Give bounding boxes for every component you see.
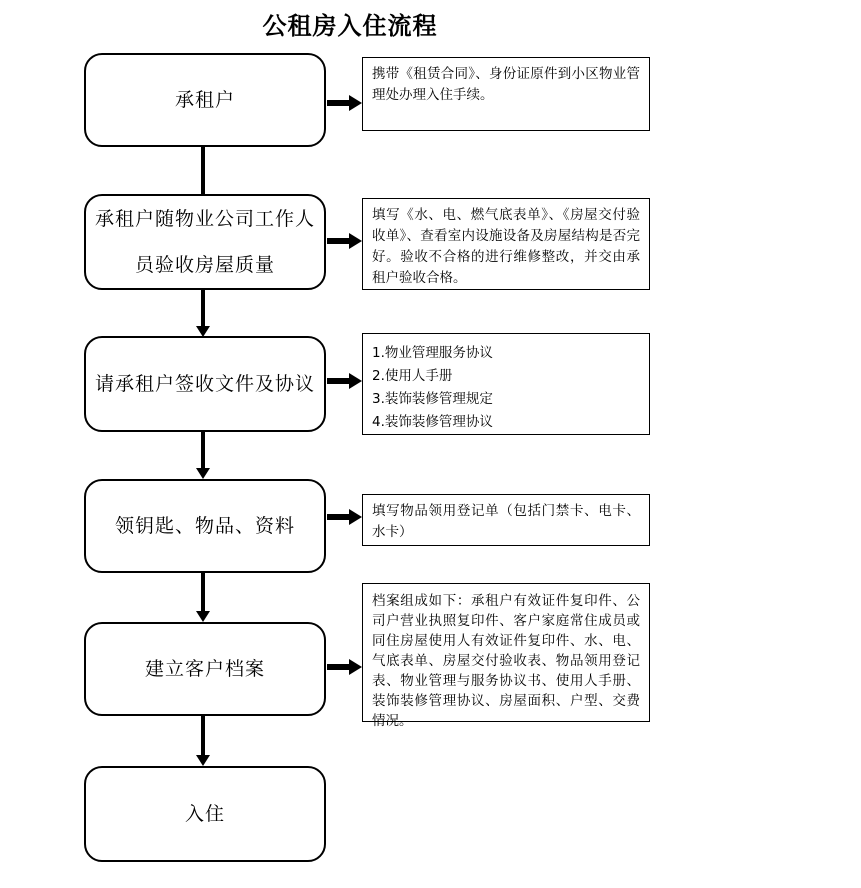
connector-line <box>201 289 205 327</box>
connector-line <box>201 573 205 612</box>
connector-line <box>201 432 205 469</box>
arrow-shaft <box>327 378 351 384</box>
note-step-3 <box>362 333 650 435</box>
connector-line <box>201 716 205 756</box>
arrow-down-icon <box>196 755 210 766</box>
arrow-right-icon <box>327 659 362 675</box>
arrow-shaft <box>327 664 351 670</box>
arrow-down-icon <box>196 611 210 622</box>
page-title: 公租房入住流程 <box>262 12 438 40</box>
flow-step-label-line1: 承租户随物业公司工作人 <box>94 207 315 230</box>
arrow-down-icon <box>196 468 210 479</box>
arrow-right-icon <box>327 95 362 111</box>
arrow-head <box>349 659 362 675</box>
arrow-right-icon <box>327 509 362 525</box>
arrow-shaft <box>327 238 351 244</box>
note-list-item: 2.使用人手册 <box>372 368 453 384</box>
arrow-head <box>349 373 362 389</box>
arrow-head <box>349 233 362 249</box>
note-step-1: 携带《租赁合同》、身份证原件到小区物业管理处办理入住手续。 <box>362 57 650 131</box>
arrow-right-icon <box>327 233 362 249</box>
arrow-shaft <box>327 514 351 520</box>
note-list-item: 3.装饰装修管理规定 <box>372 391 493 407</box>
flow-step-label: 建立客户档案 <box>144 657 265 680</box>
note-step-4: 填写物品领用登记单（包括门禁卡、电卡、水卡） <box>362 494 650 546</box>
flow-step-collect-keys <box>84 479 326 573</box>
flow-step-create-archive <box>84 622 326 716</box>
flow-step-label-line2: 员验收房屋质量 <box>134 253 275 276</box>
arrow-head <box>349 509 362 525</box>
flow-step-label: 领钥匙、物品、资料 <box>114 514 295 537</box>
note-list-item: 1.物业管理服务协议 <box>372 345 493 361</box>
flow-step-label: 请承租户签收文件及协议 <box>94 372 315 395</box>
note-step-5: 档案组成如下：承租户有效证件复印件、公司户营业执照复印件、客户家庭常住成员或同住房屋使用人有效证件复印件、水、电、气底表单、房屋交付验收表、物品领用登记表、物业管理与服务协议书、使用人手册、装饰装修管理协议、房屋面积、户型、交费情况。 <box>362 583 650 722</box>
flow-step-label: 入住 <box>184 802 225 825</box>
flow-step-inspection <box>84 194 326 290</box>
arrow-head <box>349 95 362 111</box>
note-step-2: 填写《水、电、燃气底表单》、《房屋交付验收单》、查看室内设施设备及房屋结构是否完好。验收不合格的进行维修整改，并交由承租户验收合格。 <box>362 198 650 290</box>
connector-line <box>201 147 205 194</box>
arrow-right-icon <box>327 373 362 389</box>
flow-step-move-in <box>84 766 326 862</box>
arrow-shaft <box>327 100 351 106</box>
note-list-item: 4.装饰装修管理协议 <box>372 414 493 430</box>
flow-step-tenant <box>84 53 326 147</box>
flow-step-label: 承租户 <box>174 88 235 111</box>
flow-step-sign-documents <box>84 336 326 432</box>
